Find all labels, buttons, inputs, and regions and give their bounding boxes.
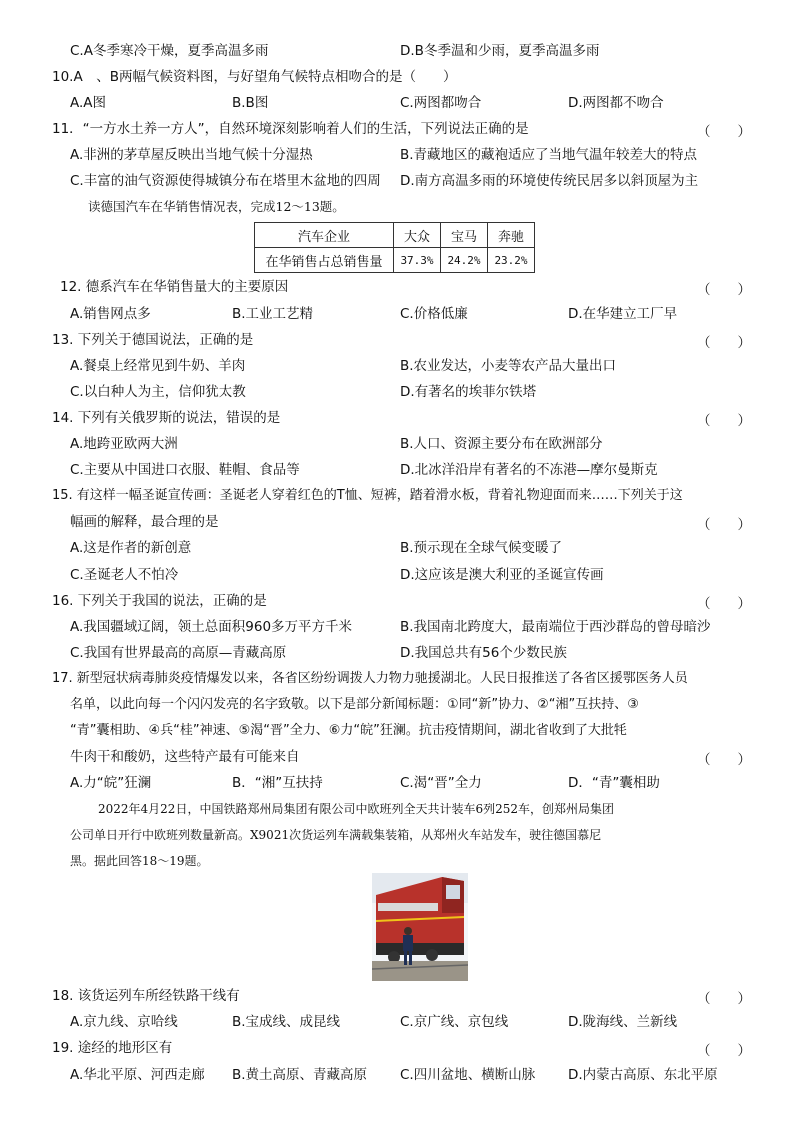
q16-stem: 16. 下列关于我国的说法，正确的是: [52, 593, 267, 609]
q17-stem-line1: 17. 新型冠状病毒肺炎疫情爆发以来，各省区纷纷调拨人力物力驰援湖北。人民日报推送了各省区援鄂医务人员: [52, 671, 688, 686]
q9-option-d: D.B冬季温和少雨，夏季高温多雨: [400, 43, 600, 59]
q11-option-d: D.南方高温多雨的环境使传统民居多以斜顶屋为主: [400, 173, 699, 189]
q15-option-c: C.圣诞老人不怕冷: [70, 567, 179, 583]
intro-12-13: 读德国汽车在华销售情况表，完成12～13题。: [88, 199, 345, 214]
table-row: [255, 248, 535, 273]
q19-option-c: C.四川盆地、横断山脉: [400, 1067, 536, 1083]
table-header-cell: 汽车企业: [255, 223, 394, 248]
q18-answer-blank: （ ）: [697, 991, 751, 1007]
q10-option-d: D.两图都不吻合: [568, 95, 664, 111]
table-cell: 37.3%: [394, 248, 441, 273]
q9-option-c: C.A冬季寒冷干燥，夏季高温多雨: [70, 43, 269, 59]
q15-stem-line2: 幅画的解释，最合理的是: [70, 514, 219, 530]
q11-answer-blank: （ ）: [697, 124, 751, 140]
q17-option-a: A.力“皖”狂澜: [70, 775, 152, 791]
q15-option-d: D.这应该是澳大利亚的圣诞宣传画: [400, 567, 604, 583]
q16-option-d: D.我国总共有56个少数民族: [400, 645, 567, 661]
q11-option-b: B.青藏地区的藏袍适应了当地气温年较差大的特点: [400, 147, 698, 163]
q12-stem: 12. 德系汽车在华销售量大的主要原因: [60, 279, 289, 295]
q16-option-b: B.我国南北跨度大，最南端位于西沙群岛的曾母暗沙: [400, 619, 711, 635]
q16-answer-blank: （ ）: [697, 596, 751, 612]
q14-answer-blank: （ ）: [697, 413, 751, 429]
q19-stem: 19. 途经的地形区有: [52, 1040, 173, 1056]
q19-option-b: B.黄土高原、青藏高原: [232, 1067, 368, 1083]
table-header-cell: 宝马: [441, 223, 488, 248]
q14-option-d: D.北冰洋沿岸有著名的不冻港—摩尔曼斯克: [400, 462, 658, 478]
q14-option-b: B.人口、资源主要分布在欧洲部分: [400, 436, 603, 452]
q17-option-d: D．“青”囊相助: [568, 775, 660, 791]
q15-answer-blank: （ ）: [697, 517, 751, 533]
q17-stem-line4: 牛肉干和酸奶，这些特产最有可能来自: [70, 749, 300, 765]
table-header-cell: 奔驰: [488, 223, 535, 248]
q13-option-b: B.农业发达，小麦等农产品大量出口: [400, 358, 617, 374]
q18-option-d: D.陇海线、兰新线: [568, 1014, 678, 1030]
q13-option-c: C.以白种人为主，信仰犹太教: [70, 384, 246, 400]
q13-option-d: D.有著名的埃菲尔铁塔: [400, 384, 537, 400]
q18-option-a: A.京九线、京哈线: [70, 1014, 178, 1030]
table-header-cell: 大众: [394, 223, 441, 248]
q14-option-c: C.主要从中国进口衣服、鞋帽、食品等: [70, 462, 300, 478]
q12-option-b: B.工业工艺精: [232, 306, 314, 322]
q14-option-a: A.地跨亚欧两大洲: [70, 436, 178, 452]
intro-18-19-line1: 2022年4月22日，中国铁路郑州局集团有限公司中欧班列全天共计装车6列252车，创郑州局集团: [98, 802, 614, 816]
q12-answer-blank: （ ）: [697, 282, 751, 298]
q18-option-c: C.京广线、京包线: [400, 1014, 509, 1030]
q17-option-c: C.渴“晋”全力: [400, 775, 482, 791]
q17-answer-blank: （ ）: [697, 752, 751, 768]
table-cell: 24.2%: [441, 248, 488, 273]
q19-answer-blank: （ ）: [697, 1043, 751, 1059]
table-header-row: [255, 223, 535, 248]
q18-option-b: B.宝成线、成昆线: [232, 1014, 341, 1030]
q10-option-c: C.两图都吻合: [400, 95, 482, 111]
q15-option-a: A.这是作者的新创意: [70, 540, 192, 556]
q19-option-d: D.内蒙古高原、东北平原: [568, 1067, 718, 1083]
q11-stem: 11．“一方水土养一方人”，自然环境深刻影响着人们的生活，下列说法正确的是: [52, 121, 529, 137]
q12-option-d: D.在华建立工厂早: [568, 306, 678, 322]
q11-option-a: A.非洲的茅草屋反映出当地气候十分湿热: [70, 147, 313, 163]
q10-stem: 10.A 、B两幅气候资料图，与好望角气候特点相吻合的是（ ）: [52, 69, 457, 85]
q11-option-c: C.丰富的油气资源使得城镇分布在塔里木盆地的四周: [70, 173, 381, 189]
q13-stem: 13. 下列关于德国说法，正确的是: [52, 332, 254, 348]
q13-option-a: A.餐桌上经常见到牛奶、羊肉: [70, 358, 246, 374]
q15-stem-line1: 15. 有这样一幅圣诞宣传画：圣诞老人穿着红色的T恤、短裤，踏着滑水板，背着礼物迎面而来……下列关于这: [52, 488, 683, 503]
q17-option-b: B．“湘”互扶持: [232, 775, 323, 791]
q17-stem-line3: “青”囊相助、④兵“桂”神速、⑤渴“晋”全力、⑥力“皖”狂澜。抗击疫情期间，湖北省收到了大批牦: [70, 723, 627, 738]
q16-option-c: C.我国有世界最高的高原—青藏高原: [70, 645, 287, 661]
q12-option-c: C.价格低廉: [400, 306, 468, 322]
intro-18-19-line2: 公司单日开行中欧班列数量新高。X9021次货运列车满载集装箱，从郑州火车站发车，驶往德国慕尼: [70, 828, 602, 842]
q19-option-a: A.华北平原、河西走廊: [70, 1067, 205, 1083]
q12-option-a: A.销售网点多: [70, 306, 151, 322]
q18-stem: 18. 该货运列车所经铁路干线有: [52, 988, 240, 1004]
q16-option-a: A.我国疆域辽阔，领土总面积960多万平方千米: [70, 619, 353, 635]
q17-stem-line2: 名单，以此向每一个闪闪发亮的名字致敬。以下是部分新闻标题：①同“新”协力、②“湘”互扶持、③: [70, 697, 639, 712]
q10-option-a: A.A图: [70, 95, 107, 111]
intro-18-19-line3: 黑。据此回答18～19题。: [70, 854, 209, 868]
q15-option-b: B.预示现在全球气候变暖了: [400, 540, 563, 556]
table-cell: 在华销售占总销售量: [255, 248, 394, 273]
table-cell: 23.2%: [488, 248, 535, 273]
q10-option-b: B.B图: [232, 95, 269, 111]
car-sales-table: [254, 222, 535, 273]
freight-train-photo: [372, 873, 468, 981]
q13-answer-blank: （ ）: [697, 335, 751, 351]
q14-stem: 14. 下列有关俄罗斯的说法，错误的是: [52, 410, 281, 426]
